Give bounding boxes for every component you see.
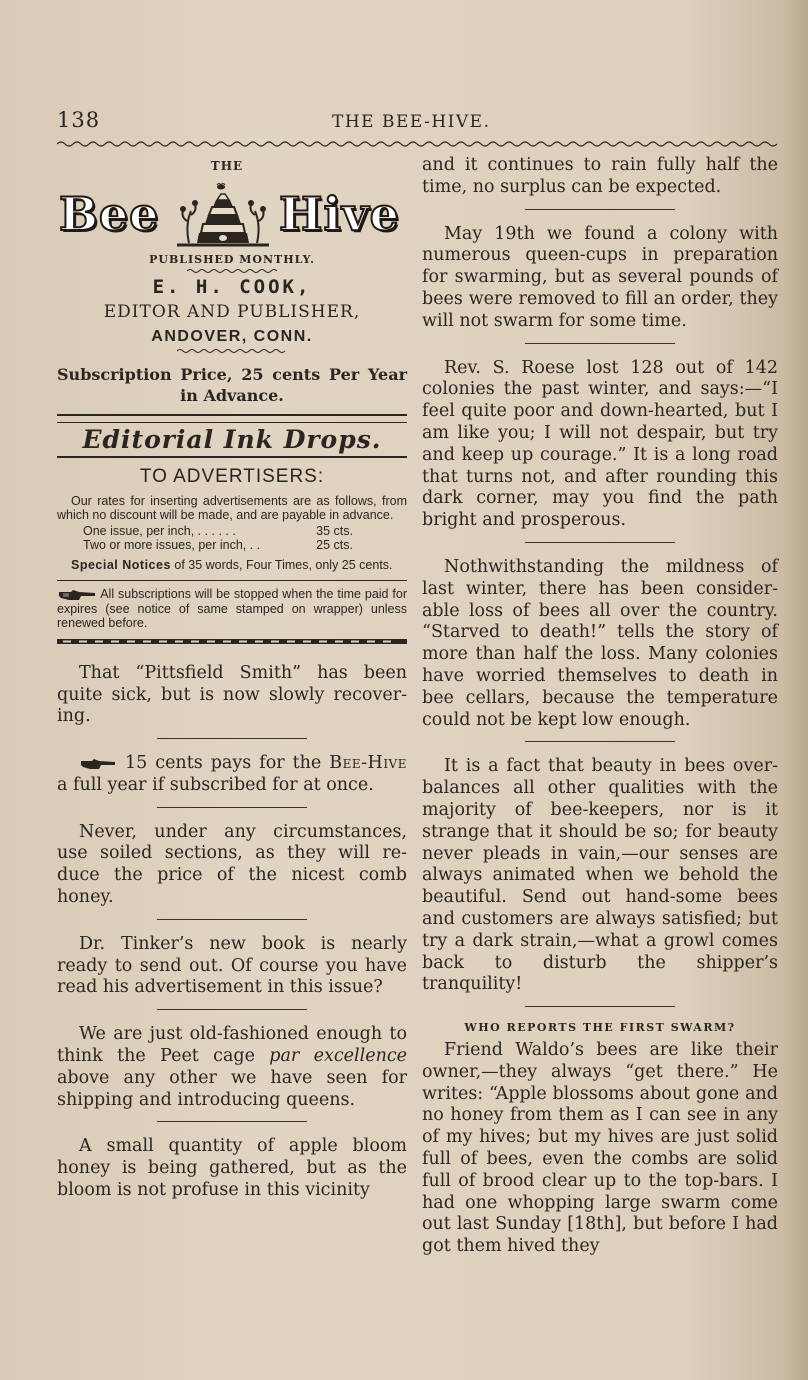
right-column: [422, 155, 778, 1258]
peet-text-2: above any other we have seen for shipping and introducing queens.: [57, 1067, 407, 1110]
rate-table: [57, 524, 407, 552]
masthead-title-bee: Bee: [59, 187, 160, 241]
article-separator: [525, 542, 675, 543]
article-separator: [157, 807, 307, 808]
rate-label: One issue, per inch, . . . . . .: [83, 524, 236, 538]
double-rule: [57, 414, 407, 423]
peet-italic: par excellence: [269, 1046, 407, 1067]
article-soiled-sections: Never, under any circumstances, use soiled sections, as they will re-duce the price of the nicest comb honey.: [57, 821, 407, 908]
rate-label: Two or more issues, per inch, . .: [83, 538, 261, 552]
article-queen-cups: May 19th we found a colony with numerous queen-cups in preparation for swarming, but as several pounds of bees were removed to fill an order, they will not swarm for some time.: [422, 223, 778, 331]
decorative-rule: [57, 638, 407, 645]
subscription-notice-text: All subscriptions will be stopped when the time paid for expires (see notice of same stamped on wrapper) unless renewed before.: [57, 587, 407, 630]
squiggle-divider: [187, 268, 277, 274]
special-notices-label: Special Notices: [71, 558, 171, 572]
rate-row: [83, 524, 353, 538]
rates-text: Our rates for inserting advertisements are as follows, from which no discount will be made, and are payable in advance.: [57, 494, 407, 522]
editor-role: EDITOR AND PUBLISHER,: [103, 302, 361, 322]
rate-row: [83, 538, 353, 552]
header-wavy-rule: [57, 140, 777, 148]
left-column: [57, 155, 407, 1202]
rate-price: 25 cts.: [316, 538, 353, 552]
article-separator: [525, 209, 675, 210]
fifteen-cents-text-1: 15 cents pays for the: [117, 753, 330, 774]
fifteen-cents-journal: Bee-Hive: [329, 753, 407, 774]
article-beauty: It is a fact that beauty in bees over-balances all other qualities with the majority of bee-keepers, nor is it strange that it should be so; for beauty never pleads in vain,—our senses are always animated when we behold the beautiful. Send out hand-some bees and customers are always satisfied; but try a dark strain,—what a growl comes back to disturb the shipper’s tranquility!: [422, 756, 778, 995]
masthead-the: THE: [210, 159, 244, 173]
article-waldo-swarm: Friend Waldo’s bees are like their owner,—they always “get there.” He writes: “Apple blossoms about gone and no honey from them as I can see in any of my hives; but my hives are just solid full of bees, even the combs are solid full of brood clear up to the top-bars. I had one whopping large swarm come out last Sunday [18th], but before I had got them hived they: [422, 1040, 778, 1257]
article-separator: [157, 738, 307, 739]
squiggle-divider-2: [177, 348, 287, 354]
article-rain-continued: and it continues to rain fully half the time, no surplus can be expected.: [422, 155, 778, 197]
article-separator: [525, 343, 675, 344]
special-notices-text: of 35 words, Four Times, only 25 cents.: [170, 558, 393, 572]
article-separator: [157, 919, 307, 920]
article-roese: Rev. S. Roese lost 128 out of 142 colonies the past winter, and says:—“I feel quite poor and down-hearted, but I am like you; I will not despair, but try and keep up courage.” It is a long road that turns not, and after rounding this dark corner, may you find the path bright and prosperous.: [422, 357, 778, 531]
pointing-hand-icon: [79, 758, 117, 770]
article-tinker: Dr. Tinker’s new book is nearly ready to send out. Of course you have read his advertisement in this issue?: [57, 933, 407, 998]
special-notices: [57, 558, 407, 572]
thick-rule: [57, 456, 407, 458]
article-separator: [525, 741, 675, 742]
article-peet-cage: [57, 1024, 407, 1111]
article-separator: [157, 1009, 307, 1010]
subscription-price: Subscription Price, 25 cents Per Year in Advance.: [57, 365, 407, 405]
beehive-icon: [175, 181, 271, 249]
swarm-heading: WHO REPORTS THE FIRST SWARM?: [464, 1021, 736, 1035]
editorial-heading: Editorial Ink Drops.: [82, 425, 382, 454]
rate-price: 35 cts.: [316, 524, 353, 538]
masthead-title-hive: Hive: [279, 187, 400, 241]
article-pittsfield: That “Pittsfield Smith” has been quite sick, but is now slowly recover-ing.: [57, 662, 407, 727]
masthead: [57, 181, 407, 251]
page-number: 138: [57, 108, 101, 132]
location: ANDOVER, CONN.: [151, 328, 313, 345]
article-separator: [157, 1121, 307, 1122]
editor-name: E. H. COOK,: [152, 276, 312, 298]
running-header: [57, 108, 777, 138]
advertisers-heading: TO ADVERTISERS:: [139, 466, 325, 487]
article-separator: [525, 1006, 675, 1007]
article-apple-bloom: A small quantity of apple bloom honey is being gathered, but as the bloom is not profuse in this vicinity: [57, 1136, 407, 1201]
published-monthly: PUBLISHED MONTHLY.: [149, 253, 315, 266]
peet-text-1: We are just old-fashioned enough to think the Peet cage: [57, 1024, 407, 1067]
journal-title: THE BEE-HIVE.: [332, 112, 491, 132]
pointing-hand-icon: [57, 588, 97, 602]
article-mildness: Nothwithstanding the mildness of last winter, there has been consider-able loss of bees all over the country. “Starved to death!” tells the story of more than half the loss. Many colonies have worried themselves to death in bee cellars, because the temperature could not be kept low enough.: [422, 556, 778, 730]
subscription-notice: [57, 580, 407, 630]
fifteen-cents-text-2: a full year if subscribed for at once.: [57, 774, 374, 795]
article-fifteen-cents: [57, 753, 407, 797]
